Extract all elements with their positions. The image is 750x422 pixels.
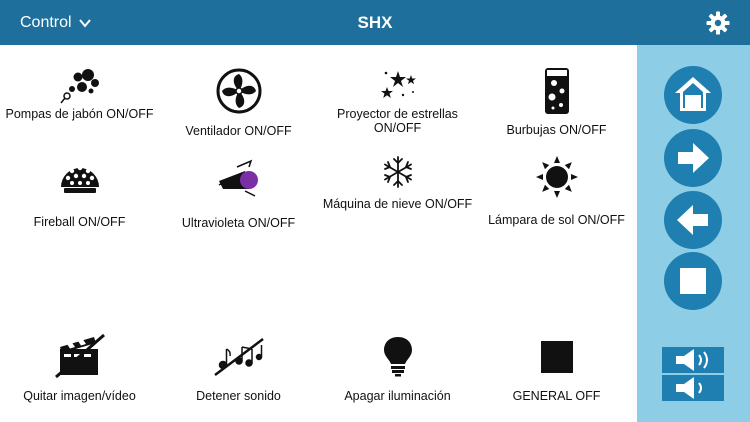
tile-label: Burbujas ON/OFF [506, 123, 607, 137]
stop-square-icon [539, 339, 575, 375]
clapperboard-off-icon [54, 333, 106, 379]
tile-label: Ultravioleta ON/OFF [181, 216, 296, 230]
tile-ultraviolet[interactable] [159, 159, 318, 230]
tile-label: Pompas de jabón ON/OFF [5, 107, 154, 121]
volume-down-icon [662, 375, 724, 401]
chevron-down-icon [78, 16, 92, 30]
sidebar-controls [637, 45, 750, 422]
tile-stop-sound[interactable] [159, 337, 318, 403]
bubble-tube-icon [543, 67, 571, 115]
uv-light-icon [215, 159, 263, 197]
previous-button[interactable] [664, 191, 722, 249]
next-button[interactable] [664, 129, 722, 187]
control-menu-label: Control [20, 13, 72, 31]
tile-lights-off[interactable] [318, 335, 477, 403]
volume-up-icon [662, 347, 724, 373]
bubbles-icon [58, 65, 102, 105]
tile-label: Fireball ON/OFF [33, 215, 126, 229]
tile-label: Proyector de estrellas ON/OFF [337, 107, 458, 135]
tile-label: Quitar imagen/vídeo [23, 389, 136, 403]
app-title: SHX [357, 13, 393, 32]
lightbulb-icon [382, 335, 414, 377]
fan-icon [216, 68, 262, 114]
arrow-left-icon [664, 191, 722, 249]
tile-label: Ventilador ON/OFF [185, 124, 292, 138]
tile-soap-bubbles[interactable] [0, 65, 159, 121]
tile-fireball[interactable] [0, 157, 159, 229]
stop-button[interactable] [664, 252, 722, 310]
stop-icon [664, 252, 722, 310]
snowflake-icon [382, 155, 414, 189]
tile-star-projector[interactable] [318, 65, 477, 135]
tile-snow-machine[interactable] [318, 155, 477, 211]
tile-remove-image-video[interactable] [0, 333, 159, 403]
tile-label: Lámpara de sol ON/OFF [488, 213, 625, 227]
control-menu[interactable] [20, 0, 92, 45]
top-bar [0, 0, 750, 45]
tile-sun-lamp[interactable] [477, 155, 636, 227]
stars-icon [378, 65, 418, 103]
tile-general-off[interactable] [477, 339, 636, 403]
volume-down-button[interactable] [662, 375, 724, 401]
tile-bubble-tube[interactable] [477, 67, 636, 137]
sun-icon [535, 155, 579, 199]
home-icon [664, 66, 722, 124]
tile-label: Apagar iluminación [344, 389, 451, 403]
volume-up-button[interactable] [662, 347, 724, 373]
home-button[interactable] [664, 66, 722, 124]
music-off-icon [213, 337, 265, 377]
tile-label: Máquina de nieve ON/OFF [322, 197, 473, 211]
tile-label: GENERAL OFF [512, 389, 601, 403]
control-grid [0, 45, 637, 422]
fireball-icon [58, 157, 102, 197]
tile-fan[interactable] [159, 68, 318, 138]
arrow-right-icon [664, 129, 722, 187]
tile-label: Detener sonido [196, 389, 281, 403]
gear-icon[interactable] [706, 11, 730, 35]
